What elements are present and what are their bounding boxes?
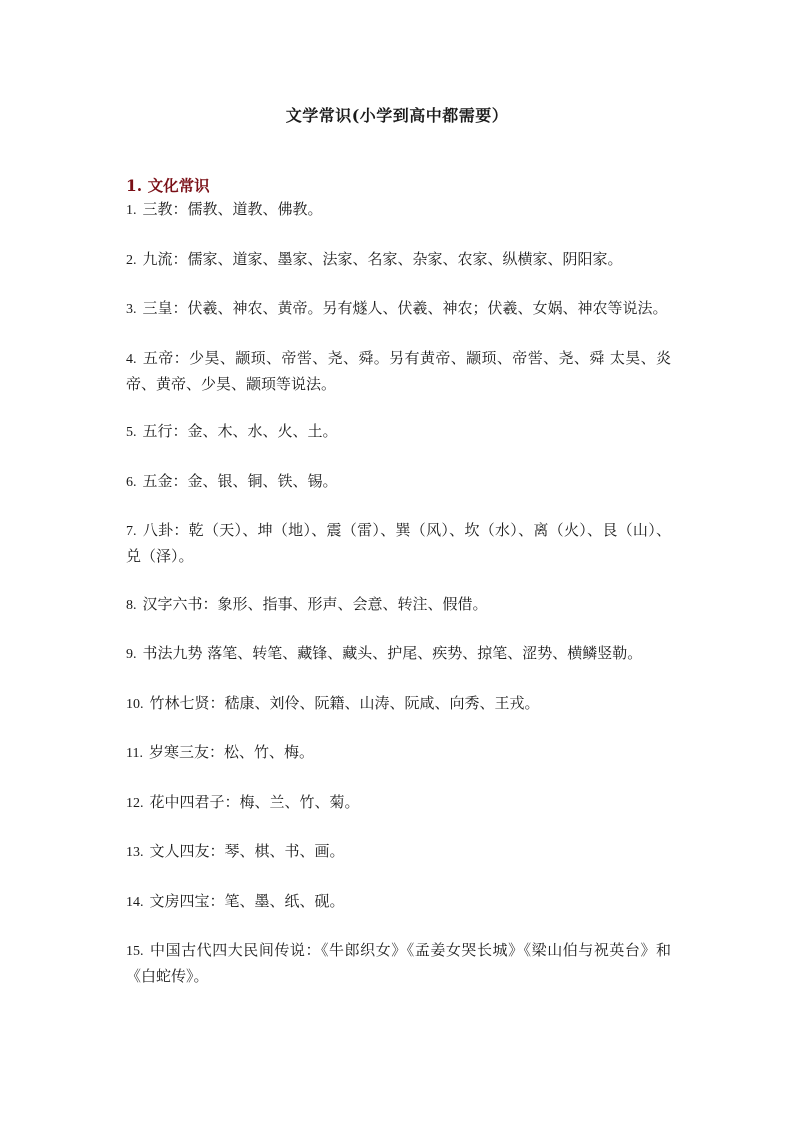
- list-item: [126, 691, 671, 717]
- item-text: 岁寒三友：松、竹、梅。: [148, 743, 314, 761]
- list-item: [126, 197, 671, 223]
- list-item: [126, 740, 671, 766]
- section-heading: 1. 文化常识: [126, 176, 210, 195]
- item-list: [126, 197, 671, 1012]
- item-number: 13.: [126, 845, 144, 860]
- list-item: [126, 469, 671, 495]
- item-number: 9.: [126, 647, 137, 662]
- item-number: 10.: [126, 696, 144, 712]
- item-text: 三皇：伏羲、神农、黄帝。另有燧人、伏羲、神农；伏羲、女娲、神农等说法。: [142, 299, 668, 317]
- item-text: 八卦：乾（天）、坤（地）、震（雷）、巽（风）、坎（水）、离（火）、艮（山）、兑（泽）。: [126, 521, 671, 565]
- list-item: [126, 247, 671, 273]
- item-number: 14.: [126, 894, 144, 910]
- item-text: 汉字六书：象形、指事、形声、会意、转注、假借。: [142, 594, 488, 613]
- item-number: 2.: [126, 252, 137, 268]
- list-item: [126, 839, 671, 865]
- list-item: [126, 790, 671, 816]
- list-item: [126, 346, 671, 396]
- list-item: [126, 592, 671, 618]
- item-text: 九流：儒家、道家、墨家、法家、名家、杂家、农家、纵横家、阴阳家。: [142, 249, 623, 268]
- item-text: 文人四友：琴、棋、书、画。: [149, 842, 345, 860]
- item-text: 文房四宝：笔、墨、纸、砚。: [149, 891, 345, 910]
- list-item: [126, 641, 671, 667]
- item-number: 11.: [126, 746, 143, 761]
- page-title: 文学常识(小学到高中都需要）: [285, 106, 509, 125]
- item-text: 三教：儒教、道教、佛教。: [142, 200, 323, 218]
- item-text: 书法九势 落笔、转笔、藏锋、藏头、护尾、疾势、掠笔、涩势、横鳞竖勒。: [142, 644, 643, 662]
- list-item: [126, 419, 671, 445]
- item-number: 4.: [126, 351, 137, 367]
- list-item: [126, 938, 671, 988]
- item-number: 3.: [126, 302, 137, 317]
- item-number: 5.: [126, 425, 137, 440]
- item-text: 五帝：少昊、颛顼、帝喾、尧、舜。另有黄帝、颛顼、帝喾、尧、舜 太昊、炎帝、黄帝、少昊、颛顼等说法。: [126, 348, 671, 393]
- item-text: 五金：金、银、铜、铁、锡。: [142, 471, 338, 490]
- list-item: [126, 296, 671, 322]
- item-number: 1.: [126, 203, 137, 218]
- item-number: 6.: [126, 474, 137, 490]
- item-number: 8.: [126, 597, 137, 613]
- list-item: [126, 889, 671, 915]
- item-number: 7.: [126, 524, 137, 539]
- item-number: 15.: [126, 944, 144, 959]
- item-text: 竹林七贤：嵇康、刘伶、阮籍、山涛、阮咸、向秀、王戎。: [149, 693, 540, 712]
- item-text: 中国古代四大民间传说：《牛郎织女》《孟姜女哭长城》《梁山伯与祝英台》和《白蛇传》。: [126, 941, 671, 985]
- item-text: 五行：金、木、水、火、土。: [142, 422, 338, 440]
- item-number: 12.: [126, 795, 144, 811]
- list-item: [126, 518, 671, 568]
- item-text: 花中四君子：梅、兰、竹、菊。: [149, 792, 360, 811]
